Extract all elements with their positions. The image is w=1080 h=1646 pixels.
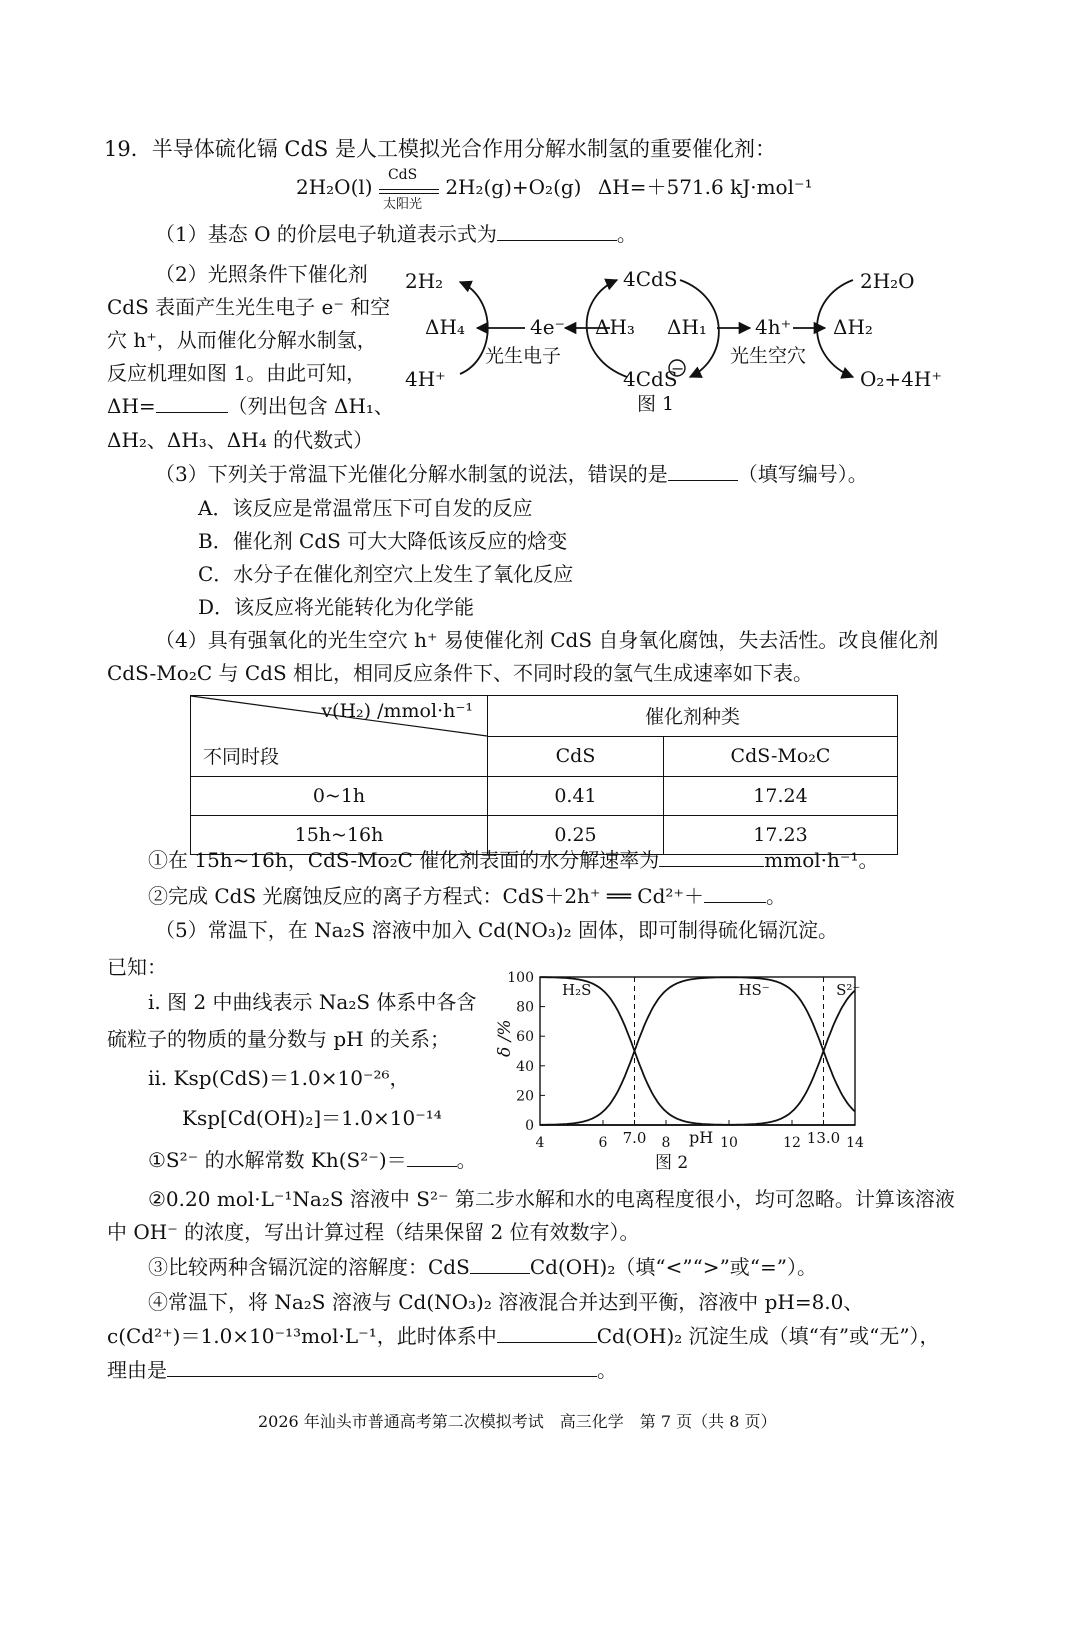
part-1-text: （1）基态 O 的价层电子轨道表示式为	[155, 222, 497, 246]
fig1-minus-sign: −	[671, 359, 685, 378]
row-mo2c-value: 17.24	[664, 777, 898, 816]
part-2-line-5	[107, 394, 394, 418]
part-3-end: （填写编号）。	[737, 462, 868, 486]
part-5-q3-end: Cd(OH)₂（填“<”“>”或“=”）。	[529, 1255, 817, 1279]
part-3-text: （3）下列关于常温下光催化分解水制氢的说法，错误的是	[155, 462, 668, 486]
eq-arrow	[379, 166, 439, 212]
chart-xlabel: pH	[689, 1128, 714, 1147]
row-cds-value: 0.25	[488, 816, 664, 855]
table-row	[191, 777, 898, 816]
fig1-dh4: ΔH₄	[425, 315, 465, 339]
x-tick-label: 7.0	[622, 1129, 647, 1147]
part-2-line-2: CdS 表面产生光生电子 e⁻ 和空	[107, 295, 391, 319]
part-4-q2-text: ②完成 CdS 光腐蚀反应的离子方程式：CdS＋2h⁺ ══ Cd²⁺＋	[148, 884, 704, 908]
page-footer: 2026 年汕头市普通高考第二次模拟考试 高三化学 第 7 页（共 8 页）	[258, 1412, 777, 1431]
chart-plot-frame	[540, 977, 855, 1125]
part-1	[155, 222, 637, 246]
answer-blank-5[interactable]	[704, 884, 766, 903]
part-5-q4-end: 。	[597, 1358, 617, 1382]
part-2-line-1: （2）光照条件下催化剂	[155, 262, 368, 286]
header-cds-mo2c: CdS-Mo₂C	[664, 736, 898, 777]
y-tick-label: 100	[507, 970, 534, 986]
series-hs-line	[540, 977, 855, 1125]
part-2-line-6: ΔH₂、ΔH₃、ΔH₄ 的代数式）	[107, 428, 374, 452]
question-header	[104, 137, 776, 162]
x-tick-label: 6	[598, 1135, 608, 1151]
y-tick-label: 0	[525, 1118, 534, 1134]
part-5-intro: （5）常温下，在 Na₂S 溶液中加入 Cd(NO₃)₂ 固体，即可制得硫化镉沉淀。	[155, 918, 838, 942]
row-period: 0~1h	[191, 777, 488, 816]
fig1-4h-plus: 4H⁺	[405, 367, 446, 391]
fig1-cds-bottom: 4CdS	[623, 367, 678, 391]
part-4-q2	[148, 884, 786, 908]
fig1-caption: 图 1	[637, 393, 675, 415]
answer-blank-6[interactable]	[407, 1148, 457, 1167]
fig1-cds-top: 4CdS	[623, 267, 678, 291]
part-4-q2-end: 。	[765, 884, 786, 908]
series-label-h2s: H₂S	[562, 980, 592, 999]
eq-left: 2H₂O(l)	[296, 175, 373, 199]
known-ii-line-1: ⅱ. Ksp(CdS)＝1.0×10⁻²⁶，	[148, 1066, 410, 1090]
eq-condition: 太阳光	[382, 196, 422, 212]
fig1-dh3: ΔH₃	[595, 315, 635, 339]
fig1-4e: 4e⁻	[530, 315, 566, 339]
answer-blank-7[interactable]	[470, 1255, 530, 1274]
part-5-q4-line-3	[107, 1358, 617, 1382]
corner-header-period: 不同时段	[203, 746, 280, 768]
fig1-o2: O₂+4H⁺	[860, 367, 942, 391]
x-tick-label: 10	[720, 1135, 738, 1151]
rate-table	[190, 695, 898, 855]
corner-header-rate: v(H₂) /mmol·h⁻¹	[321, 700, 473, 722]
part-5-q1-text: ①S²⁻ 的水解常数 Kh(S²⁻)＝	[148, 1148, 407, 1172]
part-4-line-2: CdS-Mo₂C 与 CdS 相比，相同反应条件下、不同时段的氢气生成速率如下表。	[107, 661, 814, 685]
fig1-2h2o: 2H₂O	[860, 269, 915, 293]
answer-blank-8[interactable]	[497, 1324, 597, 1343]
known-i-line-1: ⅰ. 图 2 中曲线表示 Na₂S 体系中各含	[148, 990, 477, 1014]
fig1-electron-label: 光生电子	[485, 345, 562, 367]
option-c: C．水分子在催化剂空穴上发生了氧化反应	[198, 562, 574, 586]
answer-blank-9[interactable]	[167, 1358, 597, 1377]
option-a: A．该反应是常温常压下可自发的反应	[198, 496, 533, 520]
x-tick-label: 4	[535, 1135, 545, 1151]
answer-blank-3[interactable]	[668, 462, 738, 481]
y-tick-label: 20	[516, 1088, 534, 1105]
x-tick-label: 12	[783, 1135, 801, 1151]
known-i-line-2: 硫粒子的物质的量分数与 pH 的关系；	[107, 1027, 450, 1051]
part-4-q1-end: mmol·h⁻¹。	[764, 848, 879, 872]
part-1-end: 。	[616, 222, 637, 246]
part-5-q1-end: 。	[456, 1148, 477, 1172]
option-b: B．催化剂 CdS 可大大降低该反应的焓变	[198, 529, 568, 553]
series-label-s2: S²⁻	[836, 980, 861, 999]
part-5-q1	[148, 1148, 477, 1172]
y-tick-label: 80	[516, 999, 534, 1016]
part-4-q1	[148, 848, 878, 872]
fig1-dh1: ΔH₁	[667, 315, 707, 339]
fig1-dh2: ΔH₂	[833, 315, 873, 339]
part-5-q3	[148, 1255, 817, 1279]
y-tick-label: 60	[516, 1029, 534, 1046]
fig1-hole-label: 光生空穴	[730, 345, 807, 367]
series-label-hs: HS⁻	[738, 980, 770, 999]
fig1-4h-hole: 4h⁺	[755, 315, 792, 339]
part-5-q2-line-2: 中 OH⁻ 的浓度，写出计算过程（结果保留 2 位有效数字）。	[107, 1220, 640, 1244]
question-number: 19．	[104, 137, 152, 161]
series-h2s-line	[540, 977, 855, 1125]
eq-right: 2H₂(g)+O₂(g)	[445, 175, 582, 199]
row-period: 15h~16h	[191, 816, 488, 855]
y-tick-label: 40	[516, 1058, 534, 1075]
eq-catalyst: CdS	[387, 166, 418, 183]
x-tick-label: 8	[661, 1135, 671, 1151]
known-label: 已知：	[107, 955, 167, 979]
x-tick-label: 14	[846, 1135, 864, 1151]
header-cds: CdS	[488, 736, 664, 777]
chart-ylabel: δ /%	[495, 1019, 515, 1057]
header-catalyst-type: 催化剂种类	[488, 696, 898, 737]
figure-1-mechanism	[405, 262, 1005, 415]
known-ii-line-2: Ksp[Cd(OH)₂]＝1.0×10⁻¹⁴	[182, 1106, 442, 1130]
chart-caption: 图 2	[655, 1153, 689, 1173]
part-4-q1-text: ①在 15h~16h，CdS-Mo₂C 催化剂表面的水分解速率为	[148, 848, 660, 872]
part-5-q4-line-2	[107, 1324, 940, 1348]
row-cds-value: 0.41	[488, 777, 664, 816]
eq-enthalpy: ΔH=＋571.6 kJ·mol⁻¹	[597, 175, 813, 199]
answer-blank-2[interactable]	[156, 394, 228, 413]
part-3	[155, 462, 868, 486]
question-title: 半导体硫化镉 CdS 是人工模拟光合作用分解水制氢的重要催化剂：	[151, 137, 776, 161]
part-5-q4-text: c(Cd²⁺)＝1.0×10⁻¹³mol·L⁻¹，此时体系中	[107, 1324, 497, 1348]
reaction-equation	[296, 166, 813, 212]
part-5-q4-text-2: Cd(OH)₂ 沉淀生成（填“有”或“无”），	[596, 1324, 940, 1348]
fig1-2h2: 2H₂	[405, 269, 444, 293]
part-2-hint: （列出包含 ΔH₁、	[227, 394, 394, 418]
answer-blank-1[interactable]	[497, 222, 617, 241]
part-5-q4-reason-label: 理由是	[107, 1358, 167, 1382]
part-2-line-4: 反应机理如图 1。由此可知，	[107, 361, 367, 385]
option-d: D．该反应将光能转化为化学能	[198, 595, 475, 619]
figure-2-chart	[495, 965, 920, 1173]
part-5-q2-line-1: ②0.20 mol·L⁻¹Na₂S 溶液中 S²⁻ 第二步水解和水的电离程度很小，均可忽略。计算该溶液	[148, 1187, 955, 1211]
part-5-q3-text: ③比较两种含镉沉淀的溶解度：CdS	[148, 1255, 470, 1279]
part-5-q4-line-1: ④常温下，将 Na₂S 溶液与 Cd(NO₃)₂ 溶液混合并达到平衡，溶液中 pH=8.0、	[148, 1290, 864, 1314]
row-mo2c-value: 17.23	[664, 816, 898, 855]
delta-h-label: ΔH=	[107, 394, 156, 418]
table-corner	[191, 696, 488, 777]
answer-blank-4[interactable]	[659, 848, 764, 867]
x-tick-label: 13.0	[806, 1129, 841, 1147]
part-4-line-1: （4）具有强氧化的光生空穴 h⁺ 易使催化剂 CdS 自身氧化腐蚀，失去活性。改良催化剂	[155, 628, 939, 652]
part-2-line-3: 穴 h⁺，从而催化分解水制氢，	[107, 328, 377, 352]
